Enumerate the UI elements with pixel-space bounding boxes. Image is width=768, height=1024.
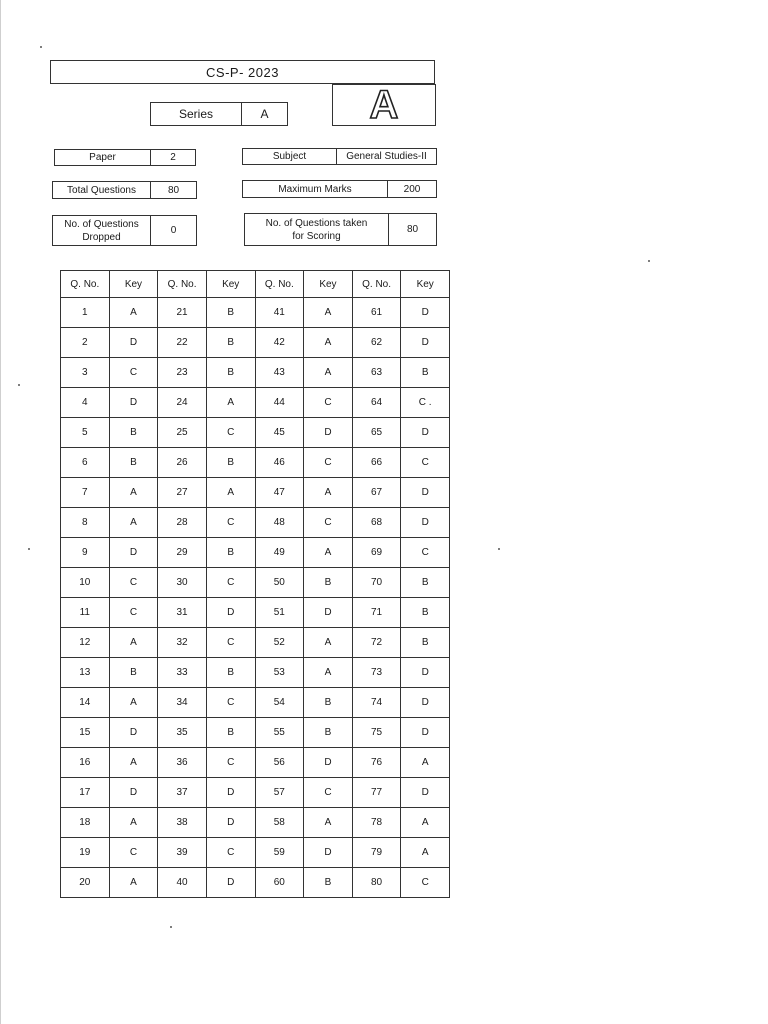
- answer-key-cell: A: [304, 658, 353, 688]
- question-number-cell: 27: [158, 478, 207, 508]
- questions-scoring-value: 80: [388, 213, 437, 246]
- question-number-cell: 59: [255, 838, 304, 868]
- questions-dropped-label: No. of Questions Dropped: [52, 215, 151, 246]
- question-number-cell: 71: [352, 598, 401, 628]
- answer-key-cell: C: [206, 748, 255, 778]
- question-number-cell: 52: [255, 628, 304, 658]
- question-number-cell: 26: [158, 448, 207, 478]
- question-number-cell: 55: [255, 718, 304, 748]
- questions-scoring-label: No. of Questions taken for Scoring: [244, 213, 389, 246]
- page-edge: [0, 0, 1, 1024]
- answer-key-cell: C: [206, 688, 255, 718]
- question-number-cell: 40: [158, 868, 207, 898]
- question-number-cell: 36: [158, 748, 207, 778]
- answer-key-cell: C .: [401, 388, 450, 418]
- question-number-cell: 23: [158, 358, 207, 388]
- question-number-cell: 49: [255, 538, 304, 568]
- answer-key-cell: A: [109, 868, 158, 898]
- answer-key-cell: A: [304, 358, 353, 388]
- question-number-cell: 50: [255, 568, 304, 598]
- answer-key-cell: C: [206, 568, 255, 598]
- answer-key-cell: D: [304, 598, 353, 628]
- answer-key-cell: D: [109, 328, 158, 358]
- answer-key-cell: D: [401, 328, 450, 358]
- question-number-cell: 19: [61, 838, 110, 868]
- question-number-cell: 66: [352, 448, 401, 478]
- answer-key-cell: A: [401, 748, 450, 778]
- question-number-cell: 70: [352, 568, 401, 598]
- answer-key-cell: C: [304, 508, 353, 538]
- table-row: [61, 538, 450, 568]
- answer-key-cell: C: [206, 628, 255, 658]
- scan-speck: [18, 384, 20, 386]
- answer-key-cell: C: [401, 538, 450, 568]
- qno-header: Q. No.: [352, 271, 401, 298]
- question-number-cell: 5: [61, 418, 110, 448]
- question-number-cell: 25: [158, 418, 207, 448]
- table-row: [61, 748, 450, 778]
- question-number-cell: 29: [158, 538, 207, 568]
- answer-key-cell: A: [304, 478, 353, 508]
- question-number-cell: 1: [61, 298, 110, 328]
- answer-key-cell: D: [109, 718, 158, 748]
- question-number-cell: 58: [255, 808, 304, 838]
- table-row: [61, 778, 450, 808]
- scan-speck: [28, 548, 30, 550]
- answer-key-cell: B: [401, 598, 450, 628]
- question-number-cell: 37: [158, 778, 207, 808]
- table-row: [61, 448, 450, 478]
- answer-key-body: [61, 298, 450, 898]
- question-number-cell: 6: [61, 448, 110, 478]
- answer-key-cell: B: [206, 658, 255, 688]
- answer-key-cell: A: [109, 748, 158, 778]
- question-number-cell: 77: [352, 778, 401, 808]
- answer-key-cell: A: [109, 628, 158, 658]
- question-number-cell: 53: [255, 658, 304, 688]
- question-number-cell: 69: [352, 538, 401, 568]
- answer-key-cell: A: [109, 478, 158, 508]
- question-number-cell: 44: [255, 388, 304, 418]
- qno-header: Q. No.: [61, 271, 110, 298]
- question-number-cell: 14: [61, 688, 110, 718]
- question-number-cell: 10: [61, 568, 110, 598]
- table-row: [61, 478, 450, 508]
- total-questions-value: 80: [150, 181, 197, 199]
- qno-header: Q. No.: [158, 271, 207, 298]
- answer-key-cell: A: [206, 388, 255, 418]
- answer-key-cell: B: [206, 538, 255, 568]
- answer-key-cell: C: [109, 568, 158, 598]
- answer-key-cell: D: [401, 418, 450, 448]
- answer-key-cell: A: [109, 808, 158, 838]
- key-header: Key: [401, 271, 450, 298]
- question-number-cell: 57: [255, 778, 304, 808]
- answer-key-cell: C: [206, 838, 255, 868]
- total-questions-label: Total Questions: [52, 181, 151, 199]
- question-number-cell: 17: [61, 778, 110, 808]
- answer-key-cell: A: [304, 808, 353, 838]
- question-number-cell: 11: [61, 598, 110, 628]
- table-row: [61, 718, 450, 748]
- answer-key-cell: D: [109, 538, 158, 568]
- table-row: [61, 658, 450, 688]
- answer-key-cell: C: [304, 778, 353, 808]
- key-header: Key: [304, 271, 353, 298]
- maximum-marks-label: Maximum Marks: [242, 180, 388, 198]
- answer-key-cell: D: [401, 778, 450, 808]
- question-number-cell: 61: [352, 298, 401, 328]
- question-number-cell: 7: [61, 478, 110, 508]
- question-number-cell: 30: [158, 568, 207, 598]
- answer-key-cell: C: [109, 358, 158, 388]
- question-number-cell: 74: [352, 688, 401, 718]
- answer-key-cell: B: [206, 298, 255, 328]
- question-number-cell: 80: [352, 868, 401, 898]
- question-number-cell: 15: [61, 718, 110, 748]
- question-number-cell: 8: [61, 508, 110, 538]
- question-number-cell: 12: [61, 628, 110, 658]
- question-number-cell: 43: [255, 358, 304, 388]
- qno-header: Q. No.: [255, 271, 304, 298]
- answer-key-cell: A: [401, 838, 450, 868]
- table-row: [61, 598, 450, 628]
- answer-key-cell: B: [206, 718, 255, 748]
- scan-speck: [648, 260, 650, 262]
- answer-key-cell: D: [401, 508, 450, 538]
- answer-key-cell: A: [401, 808, 450, 838]
- answer-key-cell: C: [109, 838, 158, 868]
- table-row: [61, 328, 450, 358]
- question-number-cell: 78: [352, 808, 401, 838]
- answer-key-cell: A: [304, 298, 353, 328]
- answer-key-cell: A: [304, 628, 353, 658]
- table-row: [61, 418, 450, 448]
- answer-key-cell: D: [206, 598, 255, 628]
- answer-key-cell: D: [304, 838, 353, 868]
- question-number-cell: 47: [255, 478, 304, 508]
- scan-speck: [498, 548, 500, 550]
- page-title: CS-P- 2023: [50, 60, 435, 84]
- table-row: [61, 628, 450, 658]
- series-stamp: [332, 84, 436, 126]
- question-number-cell: 42: [255, 328, 304, 358]
- question-number-cell: 79: [352, 838, 401, 868]
- answer-key-cell: D: [109, 388, 158, 418]
- question-number-cell: 41: [255, 298, 304, 328]
- answer-key-cell: D: [401, 478, 450, 508]
- answer-key-cell: A: [304, 328, 353, 358]
- answer-key-cell: B: [109, 658, 158, 688]
- question-number-cell: 24: [158, 388, 207, 418]
- question-number-cell: 16: [61, 748, 110, 778]
- table-row: [61, 868, 450, 898]
- answer-key-cell: D: [206, 808, 255, 838]
- answer-key-cell: A: [206, 478, 255, 508]
- question-number-cell: 67: [352, 478, 401, 508]
- question-number-cell: 20: [61, 868, 110, 898]
- answer-key-table: [60, 270, 450, 898]
- answer-key-cell: D: [401, 658, 450, 688]
- question-number-cell: 45: [255, 418, 304, 448]
- answer-key-cell: D: [206, 868, 255, 898]
- answer-key-cell: B: [401, 628, 450, 658]
- answer-key-cell: C: [304, 388, 353, 418]
- answer-key-cell: A: [304, 538, 353, 568]
- answer-key-cell: B: [304, 868, 353, 898]
- answer-key-cell: B: [304, 688, 353, 718]
- question-number-cell: 64: [352, 388, 401, 418]
- answer-key-cell: C: [206, 508, 255, 538]
- scan-speck: [40, 46, 42, 48]
- answer-key-cell: D: [401, 718, 450, 748]
- series-value: A: [241, 102, 288, 126]
- question-number-cell: 22: [158, 328, 207, 358]
- question-number-cell: 33: [158, 658, 207, 688]
- answer-key-cell: B: [304, 568, 353, 598]
- subject-value: General Studies-II: [336, 148, 437, 165]
- answer-key-cell: B: [109, 448, 158, 478]
- answer-key-cell: A: [109, 298, 158, 328]
- answer-key-cell: B: [304, 718, 353, 748]
- table-row: [61, 808, 450, 838]
- question-number-cell: 39: [158, 838, 207, 868]
- question-number-cell: 9: [61, 538, 110, 568]
- answer-key-cell: D: [206, 778, 255, 808]
- answer-key-cell: D: [304, 418, 353, 448]
- answer-key-cell: B: [401, 568, 450, 598]
- answer-key-cell: C: [401, 868, 450, 898]
- question-number-cell: 65: [352, 418, 401, 448]
- question-number-cell: 28: [158, 508, 207, 538]
- question-number-cell: 51: [255, 598, 304, 628]
- key-header: Key: [206, 271, 255, 298]
- question-number-cell: 46: [255, 448, 304, 478]
- question-number-cell: 4: [61, 388, 110, 418]
- question-number-cell: 63: [352, 358, 401, 388]
- question-number-cell: 38: [158, 808, 207, 838]
- table-row: [61, 508, 450, 538]
- answer-key-cell: B: [109, 418, 158, 448]
- answer-key-cell: C: [206, 418, 255, 448]
- subject-label: Subject: [242, 148, 337, 165]
- question-number-cell: 3: [61, 358, 110, 388]
- question-number-cell: 31: [158, 598, 207, 628]
- answer-key-cell: C: [401, 448, 450, 478]
- answer-key-cell: D: [304, 748, 353, 778]
- question-number-cell: 35: [158, 718, 207, 748]
- question-number-cell: 60: [255, 868, 304, 898]
- answer-key-cell: B: [206, 358, 255, 388]
- answer-key-cell: C: [109, 598, 158, 628]
- answer-key-cell: D: [401, 688, 450, 718]
- series-stamp-letter: A: [369, 83, 399, 127]
- table-row: [61, 358, 450, 388]
- question-number-cell: 54: [255, 688, 304, 718]
- question-number-cell: 56: [255, 748, 304, 778]
- question-number-cell: 73: [352, 658, 401, 688]
- question-number-cell: 76: [352, 748, 401, 778]
- question-number-cell: 2: [61, 328, 110, 358]
- table-row: [61, 298, 450, 328]
- table-row: [61, 688, 450, 718]
- question-number-cell: 72: [352, 628, 401, 658]
- paper-value: 2: [150, 149, 196, 166]
- question-number-cell: 21: [158, 298, 207, 328]
- maximum-marks-value: 200: [387, 180, 437, 198]
- question-number-cell: 34: [158, 688, 207, 718]
- question-number-cell: 48: [255, 508, 304, 538]
- answer-key-header-row: [61, 271, 450, 298]
- answer-key-cell: B: [206, 328, 255, 358]
- scan-speck: [170, 926, 172, 928]
- answer-key-cell: B: [206, 448, 255, 478]
- question-number-cell: 75: [352, 718, 401, 748]
- question-number-cell: 62: [352, 328, 401, 358]
- answer-key-cell: D: [401, 298, 450, 328]
- table-row: [61, 838, 450, 868]
- answer-key-cell: D: [109, 778, 158, 808]
- question-number-cell: 13: [61, 658, 110, 688]
- question-number-cell: 68: [352, 508, 401, 538]
- series-label: Series: [150, 102, 242, 126]
- questions-dropped-value: 0: [150, 215, 197, 246]
- answer-key-cell: A: [109, 688, 158, 718]
- key-header: Key: [109, 271, 158, 298]
- answer-key-cell: C: [304, 448, 353, 478]
- question-number-cell: 18: [61, 808, 110, 838]
- answer-key-cell: B: [401, 358, 450, 388]
- paper-label: Paper: [54, 149, 151, 166]
- table-row: [61, 388, 450, 418]
- question-number-cell: 32: [158, 628, 207, 658]
- answer-key-cell: A: [109, 508, 158, 538]
- table-row: [61, 568, 450, 598]
